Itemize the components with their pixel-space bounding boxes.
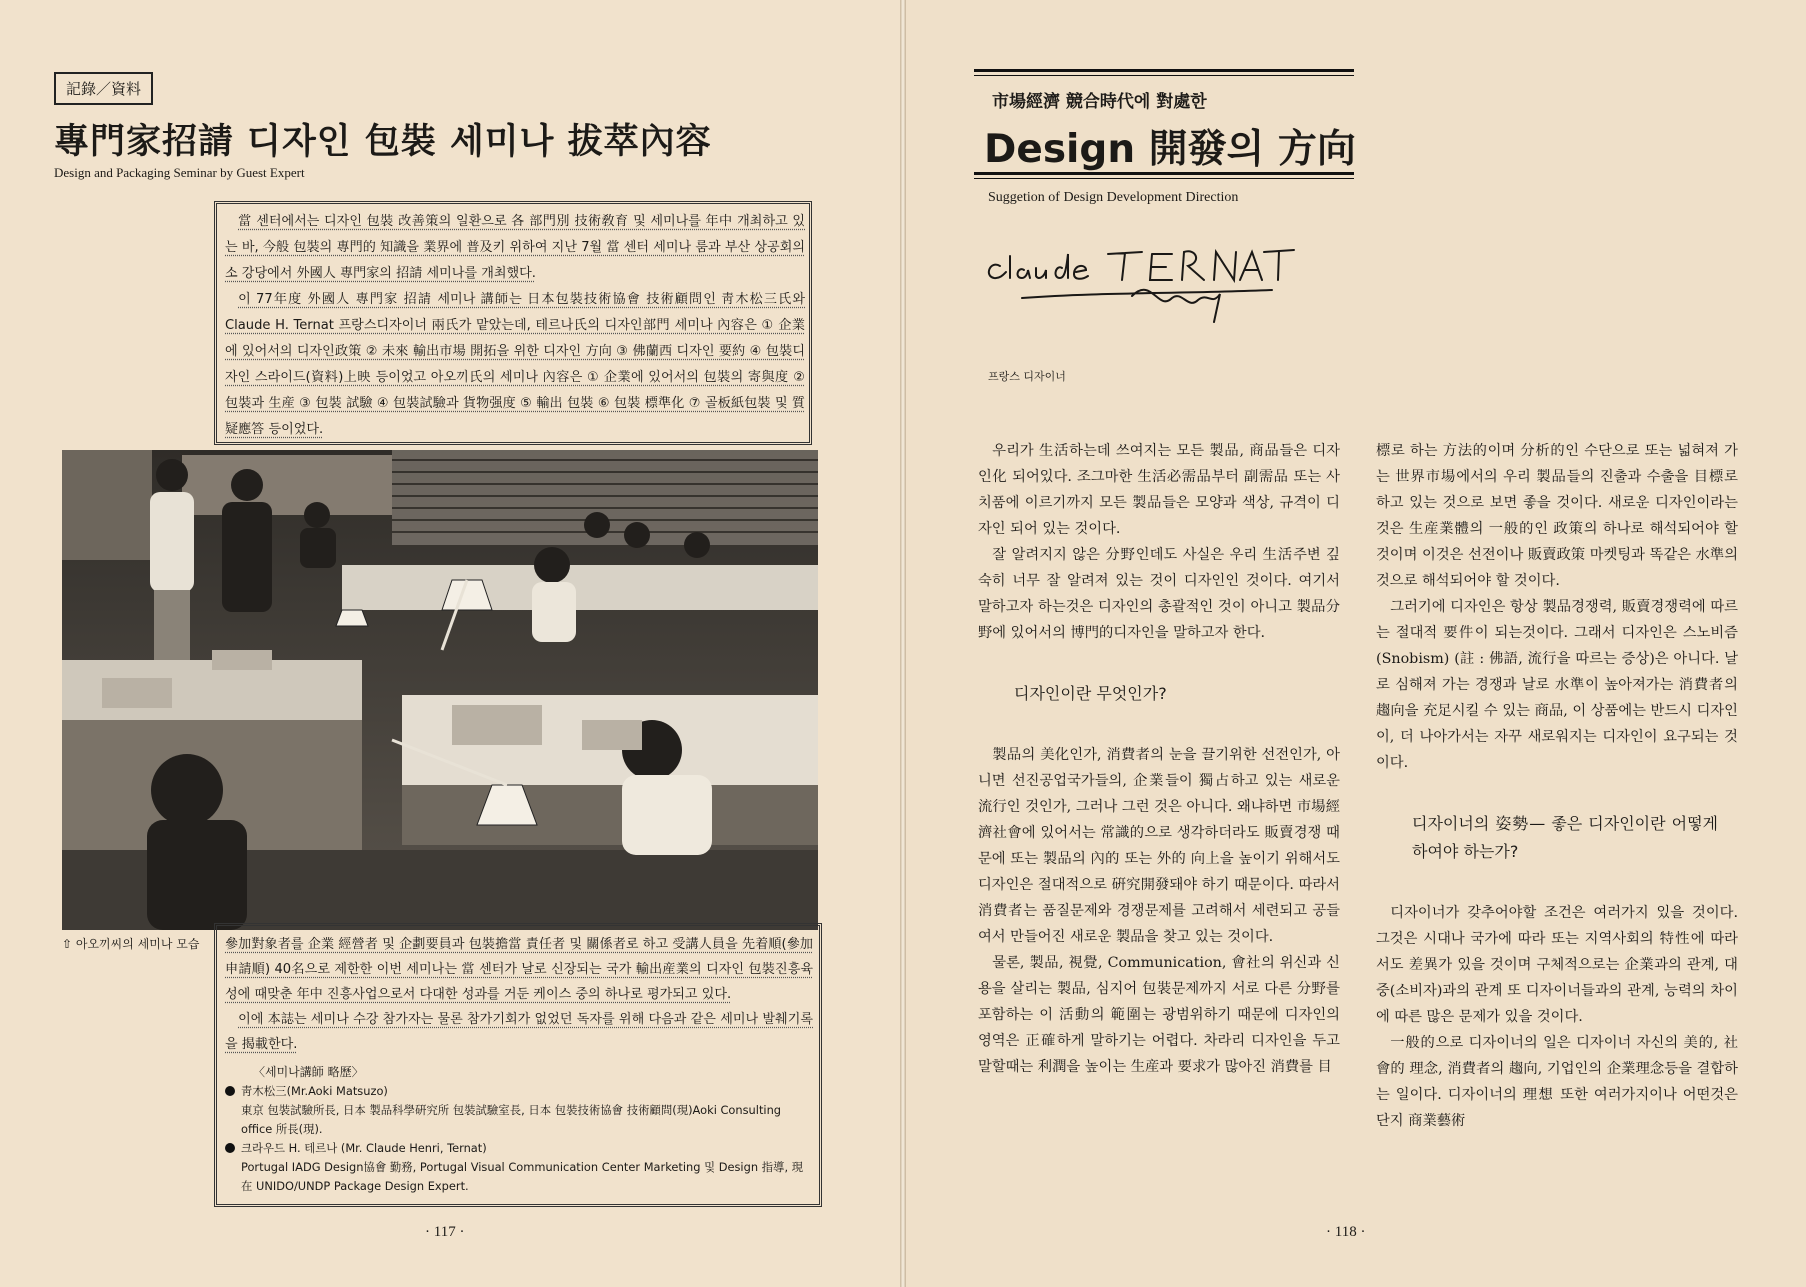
top-rule-thin	[974, 75, 1354, 76]
bio-detail: Portugal IADG Design協會 勤務, Portugal Visual Communication Center Marketing 및 Design 指導, 現在 UNIDO/UNDP Package Design Expert.	[241, 1160, 804, 1193]
intro-box	[214, 201, 812, 445]
bio-name: 크라우드 H. 테르나 (Mr. Claude Henri, Ternat)	[241, 1141, 487, 1155]
article-column-1	[978, 438, 1340, 1080]
body-paragraph: 一般的으로 디자이너의 일은 디자이너 자신의 美的, 社會的 理念, 消費者의 趨向, 기업인의 企業理念등을 결합하는 일이다. 디자이너의 理想 또한 여러가지이나 어떤것은 단지 商業藝術	[1376, 1035, 1738, 1129]
bottom-rule	[974, 172, 1354, 175]
body-paragraph: 標로 하는 方法的이며 分析的인 수단으로 또는 넓혀져 가는 世界市場에서의 우리 製品들의 진출과 수출을 目標로 하고 있는 것으로 보면 좋을 것이다. 새로운 디자인이라는 것은 生産業體의 一般的인 政策의 하나로 해석되어야 할 것이며 이것은 선전이나 販賣政策 마켓팅과 똑같은 水準의 것으로 해석되어야 할 것이다.	[1376, 443, 1738, 589]
right-article-title: Design 開發의 方向	[984, 127, 1356, 172]
article-subtitle: Design and Packaging Seminar by Guest Expert	[54, 165, 305, 180]
lower-paragraph-1: 參加對象者를 企業 經營者 및 企劃要員과 包裝擔當 責任者 및 關係者로 하고 受講人員을 先着順(參加申請順) 40名으로 제한한 이번 세미나는 當 센터가 날로 신장되는 국가 輸出産業의 디자인 包裝진흥육성에 때맞춘 年中 진흥사업으로서 다대한 성과를 거둔 케이스 중의 하나로 평가되고 있다.	[225, 937, 813, 1002]
bio-item	[225, 1139, 813, 1196]
intro-paragraph-1: 當 센터에서는 디자인 包裝 改善策의 일환으로 各 部門別 技術敎育 및 세미나를 年中 개최하고 있는 바, 今般 包裝의 專門的 知識을 業界에 普及키 위하여 지난 7월 當 센터 세미나 룸과 부산 상공회의소 강당에서 外國人 專門家의 招請 세미나를 개최했다.	[225, 214, 805, 281]
lower-box	[214, 923, 822, 1207]
bio-detail: 東京 包裝試驗所長, 日本 製品科學硏究所 包裝試驗室長, 日本 包裝技術協會 技術顧問(現)Aoki Consulting office 所長(現).	[241, 1103, 782, 1136]
signature-graphic	[982, 236, 1302, 336]
seminar-photo-graphic	[62, 450, 818, 930]
author-role: 프랑스 디자이너	[988, 370, 1066, 383]
page-117	[0, 0, 900, 1287]
body-paragraph: 그러기에 디자인은 항상 製品경쟁력, 販賣경쟁력에 따르는 절대적 要件이 되는것이다. 그래서 디자인은 스노비즘(Snobism) (註 : 佛語, 流行을 따르는 증상)은 아니다. 날로 심해져 가는 경쟁과 날로 水準이 높아져가는 消費者의 趨向을 充足시킬 수 있는 商品, 이 상품에는 반드시 디자인이, 더 나아가서는 자꾸 새로워지는 디자인이 요구되는 것이다.	[1376, 599, 1738, 771]
lower-paragraph-2: 이에 本誌는 세미나 수강 참가자는 물론 참가기회가 없었던 독자를 위해 다음과 같은 세미나 발췌기록을 揭載한다.	[225, 1012, 813, 1052]
photo-caption: ⇧ 아오끼씨의 세미나 모습	[62, 937, 200, 951]
body-paragraph: 잘 알려지지 않은 分野인데도 사실은 우리 生活주변 깊숙히 너무 잘 알려져 있는 것이 디자인인 것이다. 여기서 말하고자 하는것은 디자인의 총괄적인 것이 아니고 製品分野에 있어서의 博門的디자인을 말하고자 한다.	[978, 547, 1340, 641]
body-paragraph: 우리가 生活하는데 쓰여지는 모든 製品, 商品들은 디자인化 되어있다. 조그마한 生活必需品부터 副需品 또는 사치품에 이르기까지 모든 製品들은 모양과 색상, 규격이 디자인 되어 있는 것이다.	[978, 443, 1340, 537]
bottom-rule-thin	[974, 178, 1354, 179]
author-signature	[982, 236, 1302, 340]
bio-heading: 〈세미나講師 略歷〉	[253, 1065, 364, 1079]
bio-item	[225, 1082, 813, 1139]
section-heading: 디자인이란 무엇인가?	[1014, 684, 1167, 703]
bullet-icon	[225, 1143, 235, 1153]
page-number-left: · 117 ·	[425, 1224, 465, 1240]
body-paragraph: 물론, 製品, 視覺, Communication, 會社의 위신과 신용을 살리는 製品, 심지어 包裝문제까지 서로 다른 分野를 포함하는 이 活動의 範圍는 광범위하기 때문에 디자인의 영역은 正確하게 말하기는 어렵다. 차라리 디자인을 두고 말할때는 利潤을 높이는 生産과 要求가 많아진 消費를 目	[978, 955, 1340, 1075]
intro-paragraph-2: 이 77年度 外國人 專門家 招請 세미나 講師는 日本包裝技術協會 技術顧問인 靑木松三氏와 Claude H. Ternat 프랑스디자이너 兩氏가 맡았는데, 테르나氏의 디자인部門 세미나 內容은 ① 企業에 있어서의 디자인政策 ② 未來 輸出市場 開拓을 위한 디자인 方向 ③ 佛蘭西 디자인 要約 ④ 包裝디자인 스라이드(資料)上映 등이었고 아오끼氏의 세미나 內容은 ① 企業에 있어서의 包裝의 寄與度 ② 包裝과 生産 ③ 包裝 試驗 ④ 包裝試驗과 貨物强度 ⑤ 輸出 包裝 ⑥ 包裝 標準化 ⑦ 골板紙包裝 및 質疑應答 등이었다.	[225, 292, 805, 437]
page-number-right: · 118 ·	[1326, 1224, 1366, 1240]
seminar-photo	[62, 450, 818, 930]
bullet-icon	[225, 1086, 235, 1096]
bio-name: 靑木松三(Mr.Aoki Matsuzo)	[241, 1084, 388, 1098]
section-heading: 디자이너의 姿勢— 좋은 디자인이란 어떻게 하여야 하는가?	[1412, 814, 1718, 861]
body-paragraph: 디자이너가 갖추어야할 조건은 여러가지 있을 것이다. 그것은 시대나 국가에 따라 또는 지역사회의 特性에 따라서도 差異가 있을 것이며 구체적으로는 企業과의 관계, 대중(소비자)과의 관계 또 디자이너들과의 관계, 능력의 차이에 따른 많은 문제가 있을 것이다.	[1376, 905, 1738, 1025]
article-column-2	[1376, 438, 1738, 1134]
section-tag: 記錄／資料	[54, 72, 153, 105]
article-kicker: 市場經濟 競合時代에 對處한	[992, 92, 1207, 112]
top-rule	[974, 69, 1354, 72]
body-paragraph: 製品의 美化인가, 消費者의 눈을 끌기위한 선전인가, 아니면 선진공업국가들의, 企業들이 獨占하고 있는 새로운 流行인 것인가, 그러나 그런 것은 아니다. 왜냐하면 市場經濟社會에 있어서는 常識的으로 생각하더라도 販賣경쟁 때문에 또는 製品의 內的 또는 外的 向上을 높이기 위해서도 디자인은 절대적으로 硏究開發돼야 하기 때문이다. 따라서 消費者는 품질문제와 경쟁문제를 고려해서 세련되고 공들여서 만들어진 새로운 製品을 찾고 있는 것이다.	[978, 747, 1340, 945]
article-title: 專門家招請 디자인 包裝 세미나 拔萃內容	[54, 122, 712, 162]
right-article-subtitle: Suggetion of Design Development Direction	[988, 190, 1239, 205]
